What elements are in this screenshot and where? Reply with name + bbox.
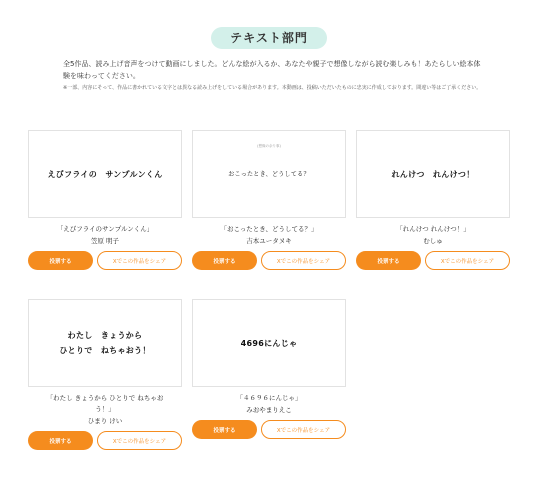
section-title: テキスト部門 (211, 27, 327, 49)
share-on-x-button[interactable]: Xでこの作品をシェア (261, 251, 346, 270)
entry-card (192, 130, 346, 270)
entry-card (28, 299, 182, 450)
entry-author: ひまり けい (87, 417, 123, 425)
entry-title: 「えびフライのサンプルンくん」 (56, 225, 154, 233)
thumbnail-text: わたし きょうから ひとりで ねちゃおう！ (59, 331, 151, 355)
vote-button[interactable]: 投票する (356, 251, 421, 270)
entry-title: 「わたし きょうから ひとりで ねちゃおう！」 (46, 394, 164, 413)
entry-author: みおやまりえこ (246, 406, 292, 414)
entry-title: 「れんけつ れんけつ！」 (396, 225, 470, 233)
entry-title: 「おこったとき、どうしてる？」 (220, 225, 318, 233)
share-on-x-button[interactable]: Xでこの作品をシェア (261, 420, 346, 439)
vote-button[interactable]: 投票する (28, 431, 93, 450)
entry-author: むしゅ (423, 237, 443, 245)
vote-button[interactable]: 投票する (28, 251, 93, 270)
thumbnail-text: えびフライの サンプルンくん (47, 169, 163, 179)
thumbnail-text: おこったとき、どうしてる？ (228, 170, 310, 178)
vote-button[interactable]: 投票する (192, 420, 257, 439)
entry-author: 笠原 明子 (90, 237, 120, 245)
entry-thumbnail[interactable] (28, 299, 182, 387)
thumbnail-text: 4696にんじゃ (240, 338, 298, 348)
disclaimer-note: ※一部、内容にそって、作品に書かれている文字とは異なる読み上げをしている場合があります。本動画は、投稿いただいたものに忠実に作成しております。間違い等はご了承ください。 (63, 85, 482, 91)
entry-author: 吉本ユータヌキ (246, 237, 292, 245)
entry-card (356, 130, 510, 270)
intro-text: 全5作品、読み上げ音声をつけて動画にしました。どんな絵が入るか、あなたや親子で想像しながら読む楽しみも！あたらしい絵本体験を味わってください。 (63, 60, 481, 80)
thumbnail-text: れんけつ れんけつ！ (391, 169, 475, 179)
thumbnail-caption: (想像の余り事) (257, 144, 281, 148)
entry-thumbnail[interactable] (28, 130, 182, 218)
share-on-x-button[interactable]: Xでこの作品をシェア (97, 431, 182, 450)
share-on-x-button[interactable]: Xでこの作品をシェア (97, 251, 182, 270)
entry-title: 「４６９６にんじゃ」 (236, 394, 302, 402)
entry-thumbnail[interactable] (192, 299, 346, 387)
entry-card (28, 130, 182, 270)
share-on-x-button[interactable]: Xでこの作品をシェア (425, 251, 510, 270)
entry-thumbnail[interactable] (356, 130, 510, 218)
entry-card (192, 299, 346, 439)
entry-thumbnail[interactable] (192, 130, 346, 218)
vote-button[interactable]: 投票する (192, 251, 257, 270)
